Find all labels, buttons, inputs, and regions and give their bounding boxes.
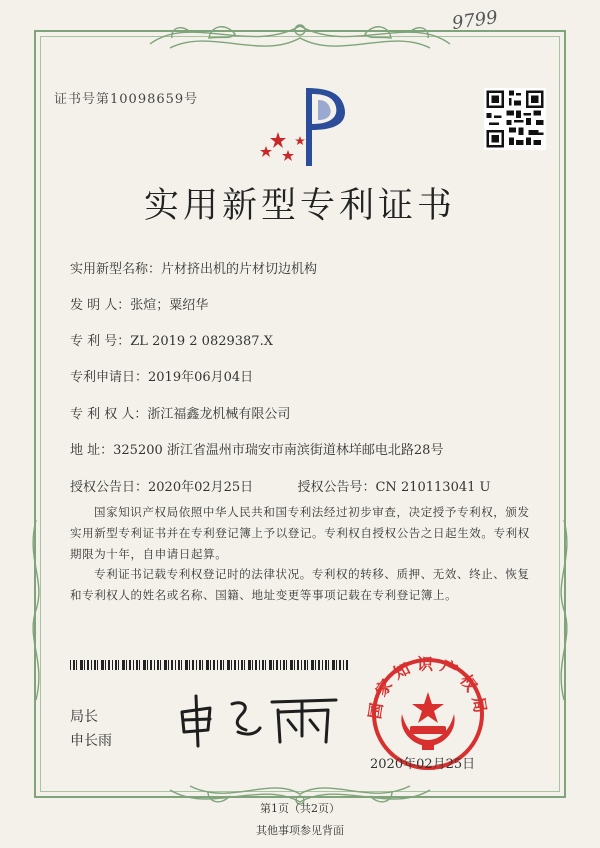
field-value: 325200 浙江省温州市瑞安市南滨街道林垟邮电北路28号 — [113, 443, 444, 458]
patent-office-logo — [248, 80, 360, 170]
handwritten-note: 9799 — [450, 6, 500, 35]
field-label: 专利申请日： — [70, 370, 149, 385]
grant-publication-value: CN 210113041 U — [375, 480, 491, 495]
field-patentee — [70, 403, 290, 422]
svg-text:国家知识产权局: 国家知识产权局 — [365, 654, 491, 721]
field-label: 发 明 人： — [70, 298, 131, 313]
qr-code — [484, 88, 546, 150]
document-title: 实用新型专利证书 — [143, 186, 456, 226]
grant-publication-label: 授权公告号： — [297, 480, 376, 495]
field-label: 专 利 权 人： — [70, 407, 148, 422]
field-label: 实用新型名称： — [70, 262, 162, 277]
field-label: 地 址： — [70, 443, 114, 458]
field-value: 2019年06月04日 — [148, 370, 254, 385]
grant-date-label: 授权公告日： — [70, 480, 149, 495]
field-patent-number — [70, 330, 273, 349]
field-address — [70, 439, 443, 458]
page-number: 第1页（共2页） — [260, 802, 340, 815]
field-label: 专 利 号： — [70, 334, 131, 349]
field-value: 片材挤出机的片材切边机构 — [161, 262, 318, 277]
footer-note: 其他事项参见背面 — [256, 824, 344, 837]
certificate-number: 证书号第10098659号 — [54, 92, 199, 107]
right-side-ornament — [554, 520, 574, 700]
seal-date: 2020年02月25日 — [370, 757, 476, 772]
signatory-name: 申长雨 — [70, 733, 112, 749]
field-value: 张煊；粟绍华 — [130, 298, 209, 313]
field-value: ZL 2019 2 0829387.X — [130, 334, 273, 349]
statement-paragraph-1: 国家知识产权局依照中华人民共和国专利法经过初步审查，决定授予专利权，颁发实用新型专利证书并在专利登记簿上予以登记。专利权自授权公告之日起生效。专利权期限为十年，自申请日起算。 — [70, 505, 530, 561]
field-utility-model-name — [70, 258, 317, 277]
grant-date-value: 2020年02月25日 — [148, 480, 254, 495]
barcode — [70, 660, 350, 670]
signatory-title: 局长 — [70, 709, 98, 725]
field-grant — [70, 476, 490, 495]
field-inventor — [70, 294, 208, 313]
field-value: 浙江福鑫龙机械有限公司 — [147, 407, 291, 422]
field-application-date — [70, 366, 253, 385]
left-side-ornament — [26, 520, 46, 700]
statement-paragraph-2: 专利证书记载专利权登记时的法律状况。专利权的转移、质押、无效、终止、恢复和专利权人的姓名或名称、国籍、地址变更等事项记载在专利登记簿上。 — [70, 567, 530, 602]
handwritten-signature — [176, 690, 346, 750]
